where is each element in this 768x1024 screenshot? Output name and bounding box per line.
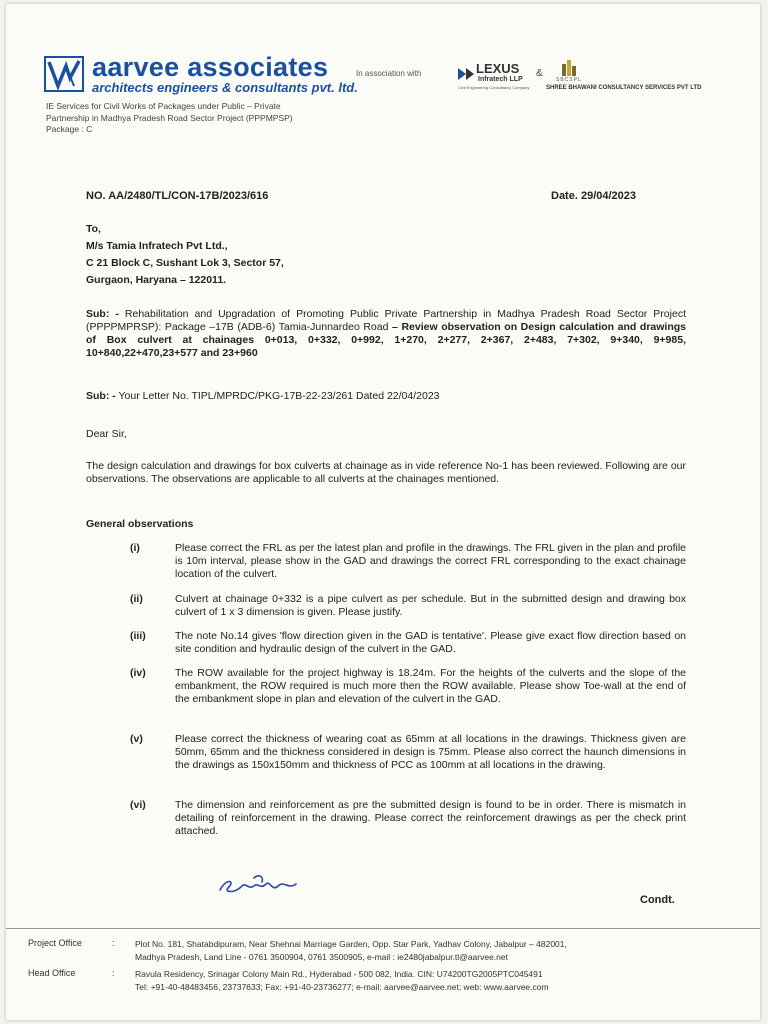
salutation: Dear Sir,	[86, 428, 127, 440]
footer-line: Madhya Pradesh, Land Line - 0761 3500904, 0761 3500905, e-mail : ie2480jabalpur.tl@aarvee.net	[135, 952, 508, 962]
observation-number: (v)	[130, 733, 143, 745]
footer-divider	[6, 928, 760, 929]
partner1-name: LEXUS	[476, 61, 520, 76]
subject-2	[86, 390, 686, 403]
brand-subtitle: architects engineers & consultants pvt. ltd.	[92, 80, 358, 95]
subject-text: Your Letter No. TIPL/MPRDC/PKG-17B-22-23/261 Dated 22/04/2023	[115, 390, 440, 402]
ie-line: Package : C	[46, 124, 93, 134]
letter-date: Date. 29/04/2023	[551, 190, 637, 202]
lexus-logo-icon	[457, 66, 477, 82]
head-office-label: Head Office	[28, 968, 76, 978]
footer-colon: :	[112, 968, 115, 978]
observation-text: The note No.14 gives 'flow direction given in the GAD is tentative'. Please give exact flow direction based on site condition and hydraulic design of the culvert in the GAD.	[175, 630, 686, 655]
ie-line: IE Services for Civil Works of Packages under Public – Private	[46, 101, 281, 111]
letter-page	[6, 4, 760, 1020]
address-line: C 21 Block C, Sushant Lok 3, Sector 57,	[86, 257, 284, 269]
aarvee-logo-icon	[44, 56, 84, 92]
observation-text: Please correct the FRL as per the latest plan and profile in the drawings. The FRL given in the plan and profile is 10m interval, please show in the GAD and drawings the correct FRL corresponding to the exact chainage location of the culvert.	[175, 542, 686, 580]
subject-label: Sub: -	[86, 308, 119, 320]
ie-services-text	[46, 101, 366, 136]
continued-label: Condt.	[640, 894, 675, 906]
address-line: Gurgaon, Haryana – 122011.	[86, 274, 227, 286]
subject-label: Sub: -	[86, 390, 116, 402]
observation-text: Please correct the thickness of wearing coat as 65mm at all locations in the drawings. Thickness given are 50mm, 65mm and the thickness considered in design is 75mm. Please also correct the haunch dimensions in the drawings as 150x150mm and thickness of PCC as 100mm at all locations in the drawing.	[175, 733, 686, 771]
partner1-subtitle: Infratech LLP	[478, 76, 523, 83]
ampersand: &	[536, 68, 543, 79]
observation-text: Culvert at chainage 0+332 is a pipe culvert as per schedule. But in the submitted design and drawing box culvert of 1 x 3 dimension is given. Please justify.	[175, 593, 686, 618]
general-observations-heading: General observations	[86, 518, 194, 530]
ie-line: Partnership in Madhya Pradesh Road Sector Project (PPPMPSP)	[46, 112, 293, 123]
partner1-tagline: Civil Engineering Consultancy Company	[458, 85, 530, 90]
partner2-logo-text: SBCSPL	[556, 77, 582, 83]
observation-text: The dimension and reinforcement as pre the submitted design is found to be in order. There is mismatch in detailing of reinforcement in the drawing. Please correct the reinforcement drawings as per the check print attached.	[175, 799, 686, 837]
brand-name: aarvee associates	[92, 52, 329, 82]
partner2-name: SHREE BHAWANI CONSULTANCY SERVICES PVT LTD	[546, 85, 702, 91]
recipient-address	[86, 221, 284, 289]
sbcspl-logo-icon	[556, 58, 582, 78]
signature-image	[214, 870, 310, 900]
project-office-label: Project Office	[28, 938, 82, 948]
footer-colon: :	[112, 938, 115, 948]
observation-number: (iv)	[130, 667, 146, 679]
subject-text: Rehabilitation and Upgradation of Promoting Public Private Partnership in Madhya Pradesh Road Sector Project (PPPPMPRSP): Package –17B (ADB-6) Tamia-Junnardeo Road	[86, 308, 686, 333]
subject-bold-text: – Review observation on Design calculation and drawings of Box culvert at chainages 0+013, 0+332, 0+992, 1+270, 2+277, 2+367, 2+483, 7+302, 9+340, 9+985, 10+840,22+470,23+577 and 23+960	[86, 321, 686, 359]
observation-text: The ROW available for the project highway is 18.24m. For the heights of the culverts and the slope of the embankment, the ROW required is much more then the ROW available. Please show Toe-wall at the end of the embankment slope in plan and elevation of the culvert in the GAD.	[175, 667, 686, 705]
footer-line: Plot No. 181, Shatabdipuram, Near Shehnai Marriage Garden, Opp. Star Park, Yadhav Colony, Jabalpur – 482001,	[135, 939, 567, 949]
observation-number: (vi)	[130, 799, 146, 811]
head-office-address	[135, 968, 735, 994]
observation-number: (i)	[130, 542, 140, 554]
reference-number: NO. AA/2480/TL/CON-17B/2023/616	[86, 190, 269, 202]
observation-number: (ii)	[130, 593, 143, 605]
footer-line: Ravula Residency, Srinagar Colony Main Rd., Hyderabad - 500 082, India. CIN: U74200TG2005PTC045491	[135, 969, 543, 979]
footer-line: Tel: +91-40-48483456, 23737633; Fax: +91-40-23736277; e-mail: aarvee@aarvee.net; web: www.aarvee.com	[135, 982, 549, 992]
subject-1	[86, 308, 686, 360]
observation-number: (iii)	[130, 630, 146, 642]
address-line: M/s Tamia Infratech Pvt Ltd.,	[86, 240, 228, 252]
association-text: In association with	[356, 69, 422, 78]
intro-paragraph: The design calculation and drawings for box culverts at chainage as in vide reference No-1 has been reviewed. Following are our observations. The observations are applicable to all culverts at the chainages mentioned.	[86, 460, 686, 485]
address-to: To,	[86, 223, 101, 235]
project-office-address	[135, 938, 735, 964]
